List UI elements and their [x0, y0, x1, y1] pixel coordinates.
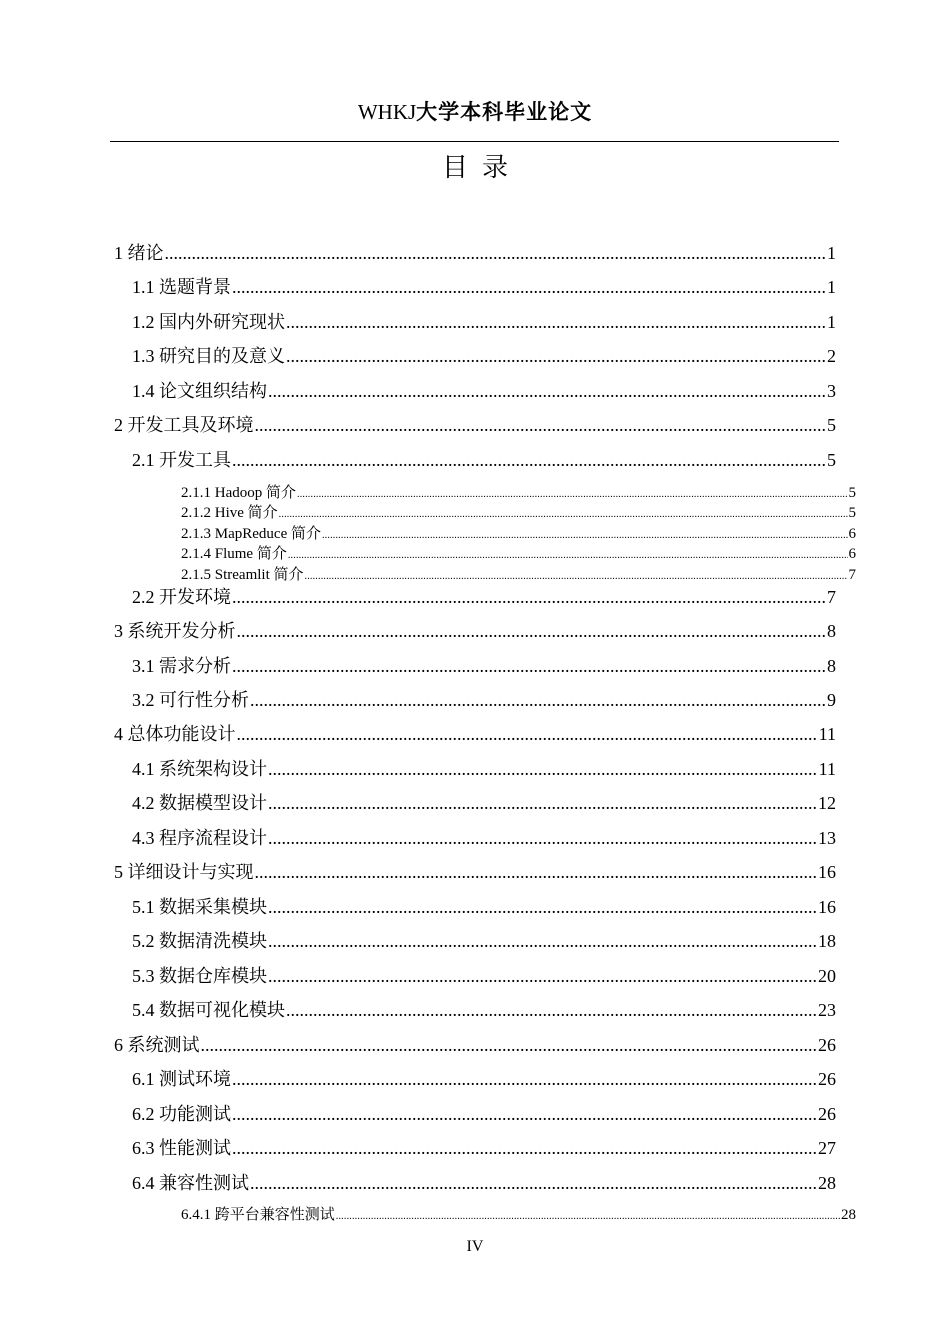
- toc-entry-label: 4.3 程序流程设计: [132, 828, 267, 848]
- toc-leader-dots: [286, 1000, 817, 1021]
- toc-entry[interactable]: [132, 996, 836, 1022]
- toc-leader-dots: [232, 450, 826, 471]
- toc-leader-dots: [232, 1069, 817, 1090]
- toc-entry-label: 6.3 性能测试: [132, 1138, 231, 1158]
- toc-leader-dots: [297, 489, 848, 500]
- toc-leader-dots: [232, 1104, 817, 1125]
- toc-entry-page: 1: [827, 312, 836, 332]
- toc-entry-page: 1: [827, 243, 836, 263]
- toc-entry-label: 6.4.1 跨平台兼容性测试: [181, 1207, 335, 1223]
- toc-leader-dots: [232, 277, 826, 298]
- toc-leader-dots: [250, 690, 826, 711]
- toc-entry-label: 2.1.2 Hive 简介: [181, 505, 278, 521]
- toc-leader-dots: [268, 966, 817, 987]
- toc-entry-page: 11: [818, 724, 836, 744]
- toc-entry[interactable]: [132, 686, 836, 712]
- toc-entry-page: 5: [827, 450, 836, 470]
- toc-leader-dots: [268, 931, 817, 952]
- toc-leader-dots: [268, 759, 818, 780]
- toc-entry[interactable]: [132, 893, 836, 919]
- toc-entry-label: 4 总体功能设计: [114, 724, 236, 744]
- toc-entry-label: 1.3 研究目的及意义: [132, 346, 285, 366]
- toc-entry[interactable]: [132, 652, 836, 678]
- toc-entry[interactable]: [114, 411, 836, 437]
- toc-entry-label: 2.1 开发工具: [132, 450, 231, 470]
- toc-entry[interactable]: [181, 501, 856, 522]
- toc-entry-page: 26: [818, 1104, 836, 1124]
- toc-entry-label: 1.2 国内外研究现状: [132, 312, 285, 332]
- toc-entry-page: 8: [827, 621, 836, 641]
- toc-entry-page: 16: [818, 862, 836, 882]
- toc-entry-page: 8: [827, 656, 836, 676]
- toc-entry-page: 1: [827, 277, 836, 297]
- toc-entry-page: 27: [818, 1138, 836, 1158]
- toc-leader-dots: [336, 1211, 840, 1222]
- toc-entry[interactable]: [114, 1031, 836, 1057]
- toc-entry-label: 3.2 可行性分析: [132, 690, 249, 710]
- page-number: IV: [466, 1238, 484, 1255]
- toc-entry[interactable]: [181, 1203, 856, 1224]
- toc-entry[interactable]: [132, 446, 836, 472]
- toc-entry[interactable]: [132, 1169, 836, 1195]
- toc-leader-dots: [237, 621, 827, 642]
- toc-entry-label: 5.2 数据清洗模块: [132, 931, 267, 951]
- toc-entry[interactable]: [114, 720, 836, 746]
- toc-entry-page: 5: [827, 415, 836, 435]
- header-latin-text: WHKJ: [357, 100, 417, 124]
- toc-entry-page: 6: [848, 526, 856, 542]
- toc-entry-page: 2: [827, 346, 836, 366]
- toc-leader-dots: [250, 1173, 817, 1194]
- toc-leader-dots: [305, 571, 848, 582]
- toc-entry-page: 9: [827, 690, 836, 710]
- toc-leader-dots: [237, 724, 818, 745]
- toc-leader-dots: [286, 346, 826, 367]
- toc-entry-page: 12: [818, 793, 836, 813]
- toc-entry-page: 6: [848, 546, 856, 562]
- toc-leader-dots: [268, 793, 817, 814]
- toc-entry-label: 2.2 开发环境: [132, 587, 231, 607]
- toc-leader-dots: [322, 530, 848, 541]
- toc-entry-label: 3.1 需求分析: [132, 656, 231, 676]
- toc-leader-dots: [232, 656, 826, 677]
- toc-title: 目录: [441, 153, 522, 182]
- toc-entry-page: 13: [818, 828, 836, 848]
- toc-entry[interactable]: [181, 481, 856, 502]
- toc-entry-page: 28: [818, 1173, 836, 1193]
- toc-entry-label: 6.1 测试环境: [132, 1069, 231, 1089]
- toc-entry-label: 1.4 论文组织结构: [132, 381, 267, 401]
- toc-entry-label: 2.1.3 MapReduce 简介: [181, 526, 321, 542]
- toc-entry-label: 4.1 系统架构设计: [132, 759, 267, 779]
- toc-entry[interactable]: [132, 377, 836, 403]
- toc-entry-label: 1.1 选题背景: [132, 277, 231, 297]
- toc-entry-label: 6.4 兼容性测试: [132, 1173, 249, 1193]
- toc-entry-page: 20: [818, 966, 836, 986]
- toc-entry[interactable]: [132, 308, 836, 334]
- toc-entry[interactable]: [114, 858, 836, 884]
- toc-leader-dots: [268, 897, 817, 918]
- toc-entry[interactable]: [132, 342, 836, 368]
- toc-entry[interactable]: [132, 273, 836, 299]
- toc-entry-label: 2.1.5 Streamlit 简介: [181, 567, 304, 583]
- toc-leader-dots: [232, 587, 826, 608]
- toc-entry[interactable]: [132, 755, 836, 781]
- toc-entry[interactable]: [181, 542, 856, 563]
- toc-entry[interactable]: [132, 583, 836, 609]
- toc-entry-label: 1 绪论: [114, 243, 164, 263]
- toc-leader-dots: [201, 1035, 818, 1056]
- toc-entry-page: 26: [818, 1035, 836, 1055]
- toc-entry-page: 5: [848, 505, 856, 521]
- toc-entry-page: 26: [818, 1069, 836, 1089]
- toc-entry[interactable]: [132, 1134, 836, 1160]
- toc-leader-dots: [288, 550, 848, 561]
- toc-entry-label: 5.3 数据仓库模块: [132, 966, 267, 986]
- toc-leader-dots: [268, 381, 826, 402]
- toc-leader-dots: [255, 862, 818, 883]
- toc-leader-dots: [232, 1138, 817, 1159]
- toc-entry[interactable]: [132, 1100, 836, 1126]
- toc-entry-label: 2.1.1 Hadoop 简介: [181, 485, 296, 501]
- toc-entry-label: 3 系统开发分析: [114, 621, 236, 641]
- toc-entry[interactable]: [114, 239, 836, 265]
- toc-leader-dots: [279, 509, 848, 520]
- toc-entry[interactable]: [114, 617, 836, 643]
- toc-entry-label: 2 开发工具及环境: [114, 415, 254, 435]
- toc-entry-label: 6 系统测试: [114, 1035, 200, 1055]
- toc-entry-page: 7: [848, 567, 856, 583]
- toc-entry-page: 3: [827, 381, 836, 401]
- toc-entry[interactable]: [132, 824, 836, 850]
- toc-entry[interactable]: [132, 789, 836, 815]
- toc-entry[interactable]: [132, 1065, 836, 1091]
- toc-entry[interactable]: [132, 962, 836, 988]
- toc-leader-dots: [286, 312, 826, 333]
- toc-entry-page: 5: [848, 485, 856, 501]
- toc-entry-label: 4.2 数据模型设计: [132, 793, 267, 813]
- toc-entry-page: 28: [841, 1207, 856, 1223]
- toc-entry[interactable]: [132, 927, 836, 953]
- toc-leader-dots: [255, 415, 827, 436]
- header-rule: [110, 141, 839, 142]
- toc-entry-label: 6.2 功能测试: [132, 1104, 231, 1124]
- toc-entry-page: 7: [827, 587, 836, 607]
- header-cjk-text: 大学本科毕业论文: [416, 100, 593, 124]
- toc-entry[interactable]: [181, 563, 856, 584]
- toc-entry-label: 2.1.4 Flume 简介: [181, 546, 287, 562]
- toc-entry-label: 5.1 数据采集模块: [132, 897, 267, 917]
- toc-entry-label: 5 详细设计与实现: [114, 862, 254, 882]
- running-header: [0, 96, 950, 126]
- toc-entry-page: 23: [818, 1000, 836, 1020]
- toc-entry-label: 5.4 数据可视化模块: [132, 1000, 285, 1020]
- toc-entry-page: 16: [818, 897, 836, 917]
- toc-leader-dots: [268, 828, 817, 849]
- toc-entry-page: 11: [818, 759, 836, 779]
- toc-leader-dots: [165, 243, 827, 264]
- toc-entry-page: 18: [818, 931, 836, 951]
- toc-entry[interactable]: [181, 522, 856, 543]
